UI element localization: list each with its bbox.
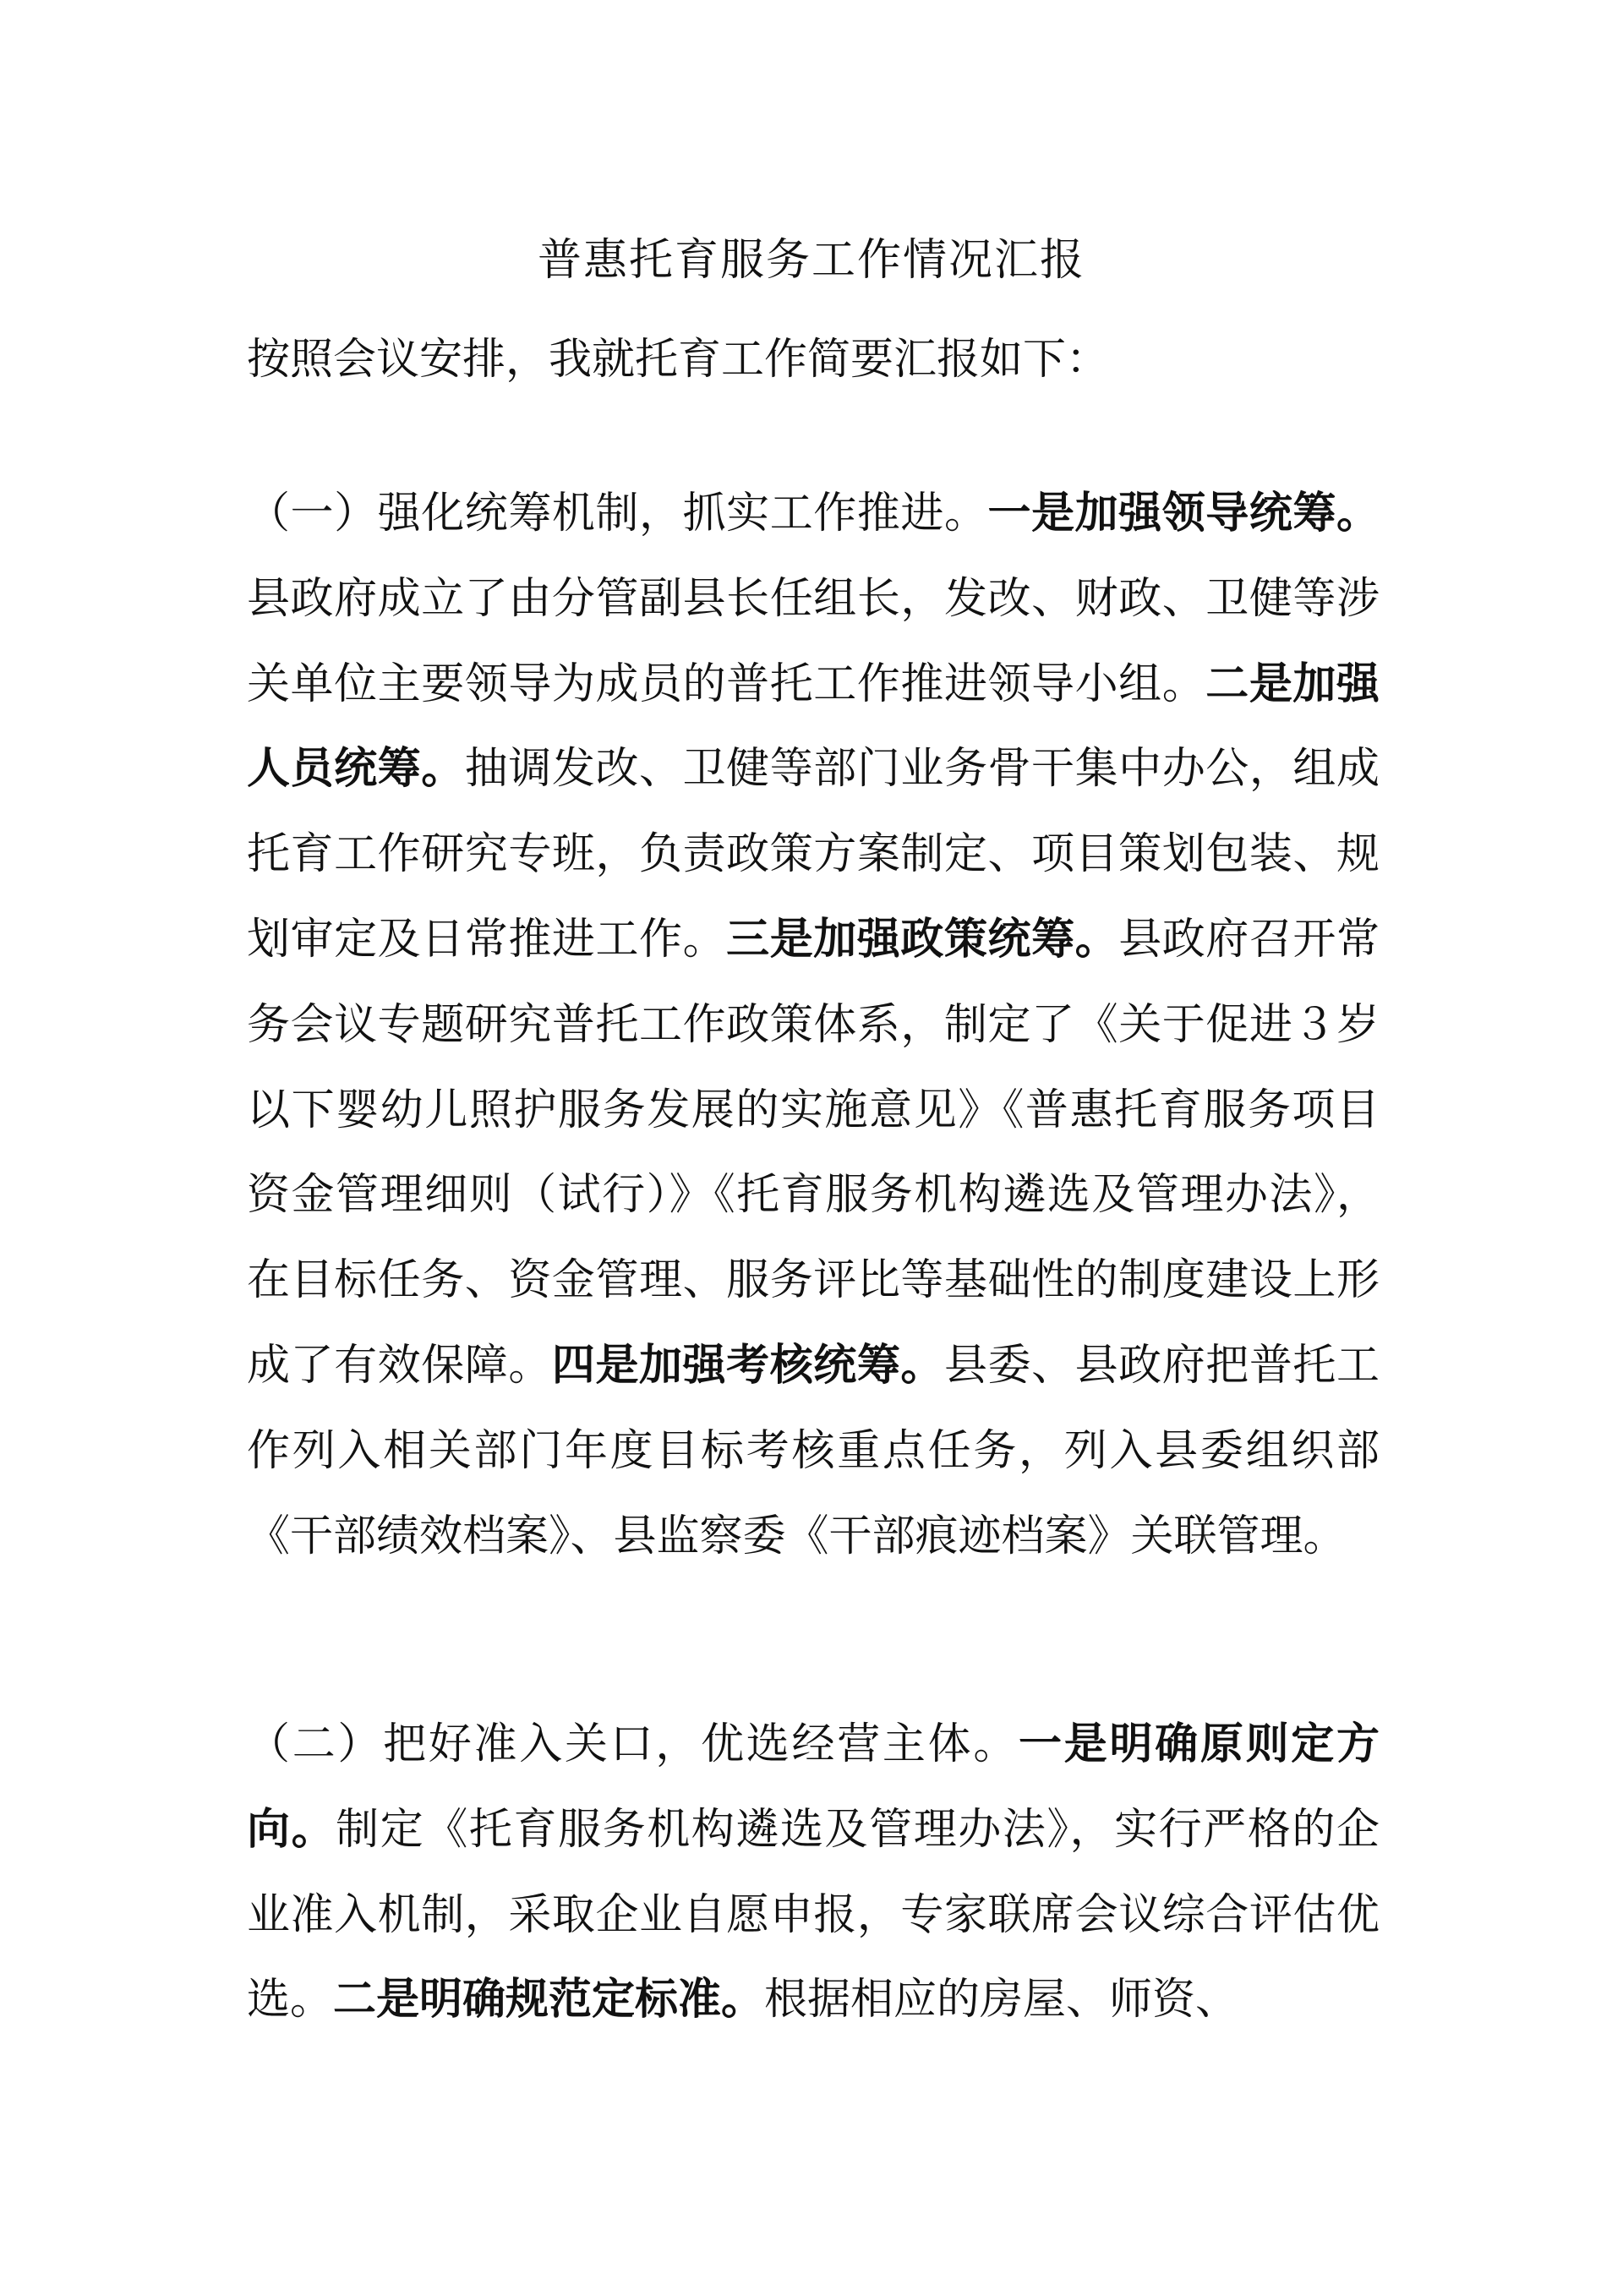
- section-1-paragraph: [247, 472, 1380, 1579]
- section-1-point-3-title: 三是加强政策统筹。: [726, 914, 1119, 965]
- section-1-point-2-text: 抽调发改、卫健等部门业务骨干集中办公，组成托育工作研究专班，负责政策方案制定、项目策划包装、规划审定及日常推进工作。: [247, 744, 1380, 965]
- intro-paragraph: 按照会议安排，我就托育工作简要汇报如下：: [247, 335, 1110, 385]
- section-2-heading: （二）把好准入关口，优选经营主体。: [247, 1719, 1019, 1769]
- section-1-point-1-title: 一是加强领导统筹。: [987, 489, 1380, 538]
- section-1-point-2-title: 二是加强人员统筹。: [247, 659, 1380, 795]
- section-2-point-2-text: 根据相应的房屋、师资、: [764, 1975, 1239, 2025]
- section-1-point-1-text: 县政府成立了由分管副县长任组长，发改、财政、卫健等涉关单位主要领导为成员的普托工作推进领导小组。: [247, 573, 1380, 709]
- section-1-point-3-text: 县政府召开常务会议专题研究普托工作政策体系，制定了《关于促进３岁以下婴幼儿照护服务发展的实施意见》《普惠托育服务项目资金管理细则（试行）》《托育服务机构遴选及管理办法》，在目标任务、资金管理、服务评比等基础性的制度建设上形成了有效保障。: [247, 914, 1380, 1391]
- section-2-point-2-title: 二是明确规范定标准。: [333, 1975, 765, 2025]
- section-1-heading: （一）强化统筹机制，抓实工作推进。: [247, 489, 988, 538]
- section-1-point-4-title: 四是加强考核统筹。: [551, 1340, 944, 1391]
- section-2-point-1-text: 制定《托育服务机构遴选及管理办法》，实行严格的企业准入机制，采取企业自愿申报，专家联席会议综合评估优选。: [247, 1804, 1380, 2025]
- section-2-point-1-title: 一是明确原则定方向。: [247, 1719, 1380, 1855]
- section-1-point-4-text: 县委、县政府把普托工作列入相关部门年度目标考核重点任务，列入县委组织部《干部绩效档案》、县监察委《干部痕迹档案》关联管理。: [247, 1340, 1380, 1561]
- section-2-paragraph: [247, 1703, 1380, 2043]
- document-title: 普惠托育服务工作情况汇报: [537, 235, 1085, 286]
